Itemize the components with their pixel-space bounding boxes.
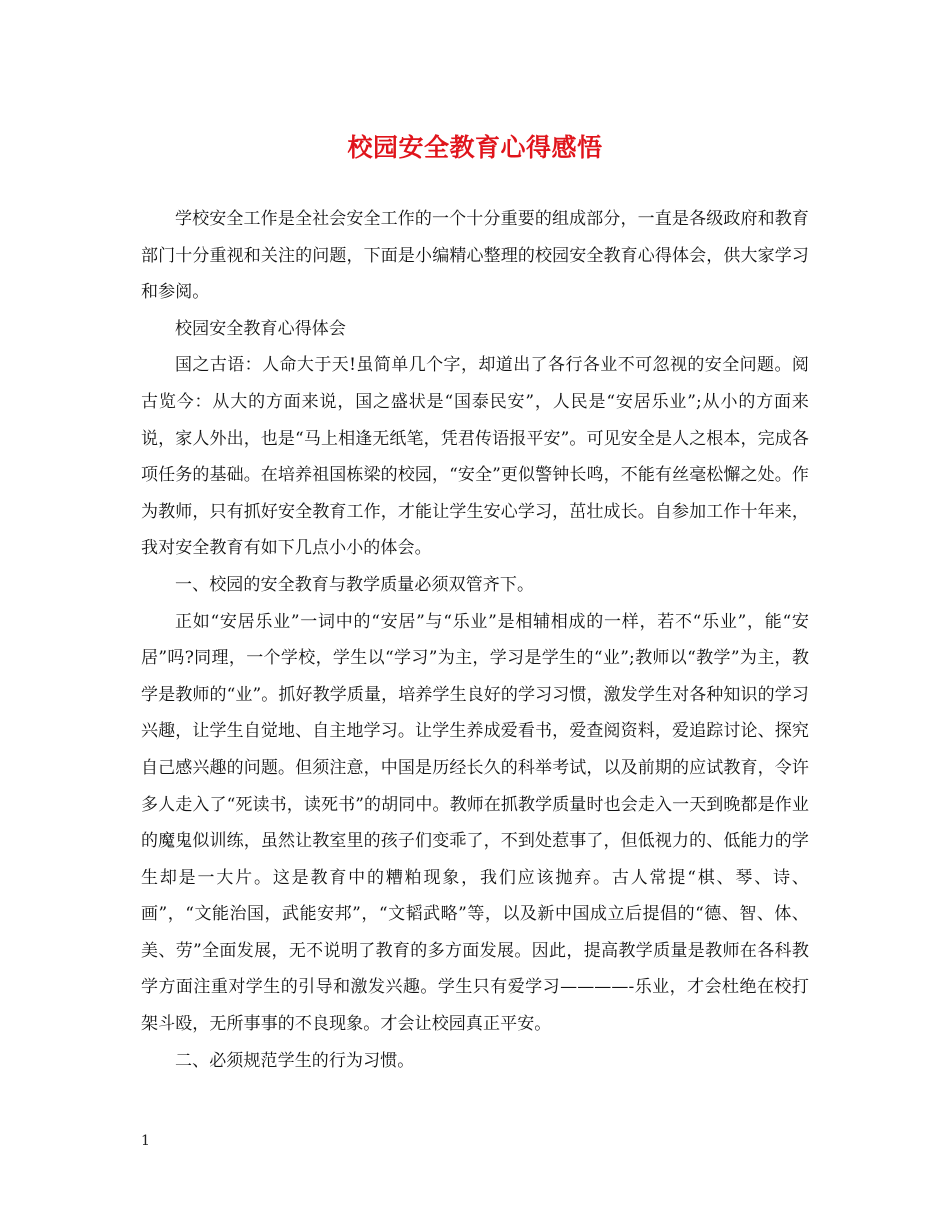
document-body [141, 201, 809, 1079]
paragraph-teaching-quality: 正如“安居乐业”一词中的“安居”与“乐业”是相辅相成的一样，若不“乐业”，能“安居”吗?同理，一个学校，学生以“学习”为主，学习是学生的“业”;教师以“教学”为主，教学是教师的“业”。抓好教学质量，培养学生良好的学习习惯，激发学生对各种知识的学习兴趣，让学生自觉地、自主地学习。让学生养成爱看书，爱查阅资料，爱追踪讨论、探究自己感兴趣的问题。但须注意，中国是历经长久的科举考试，以及前期的应试教育，令许多人走入了“死读书，读死书”的胡同中。教师在抓教学质量时也会走入一天到晚都是作业的魔鬼似训练，虽然让教室里的孩子们变乖了，不到处惹事了，但低视力的、低能力的学生却是一大片。这是教育中的糟粕现象，我们应该抛弃。古人常提“棋、琴、诗、画”，“文能治国，武能安邦”，“文韬武略”等，以及新中国成立后提倡的“德、智、体、美、劳”全面发展，无不说明了教育的多方面发展。因此，提高教学质量是教师在各科教学方面注重对学生的引导和激发兴趣。学生只有爱学习————-乐业，才会杜绝在校打架斗殴，无所事事的不良现象。才会让校园真正平安。 [141, 611, 809, 1035]
section-heading-1: 一、校园的安全教育与教学质量必须双管齐下。 [175, 574, 535, 595]
section-heading-2: 二、必须规范学生的行为习惯。 [175, 1050, 415, 1071]
document-title: 校园安全教育心得感悟 [347, 133, 603, 162]
paragraph-ancient-saying: 国之古语：人命大于天!虽简单几个字，却道出了各行各业不可忽视的安全问题。阅古览今：从大的方面来说，国之盛状是“国泰民安”，人民是“安居乐业”;从小的方面来说，家人外出，也是“马上相逢无纸笔，凭君传语报平安”。可见安全是人之根本，完成各项任务的基础。在培养祖国栋梁的校园，“安全”更似警钟长鸣，不能有丝毫松懈之处。作为教师，只有抓好安全教育工作，才能让学生安心学习，茁壮成长。自参加工作十年来，我对安全教育有如下几点小小的体会。 [141, 355, 809, 559]
page-number: 1 [141, 1133, 150, 1149]
paragraph-intro: 学校安全工作是全社会安全工作的一个十分重要的组成部分，一直是各级政府和教育部门十分重视和关注的问题，下面是小编精心整理的校园安全教育心得体会，供大家学习和参阅。 [141, 209, 809, 303]
paragraph-subtitle: 校园安全教育心得体会 [175, 318, 346, 339]
